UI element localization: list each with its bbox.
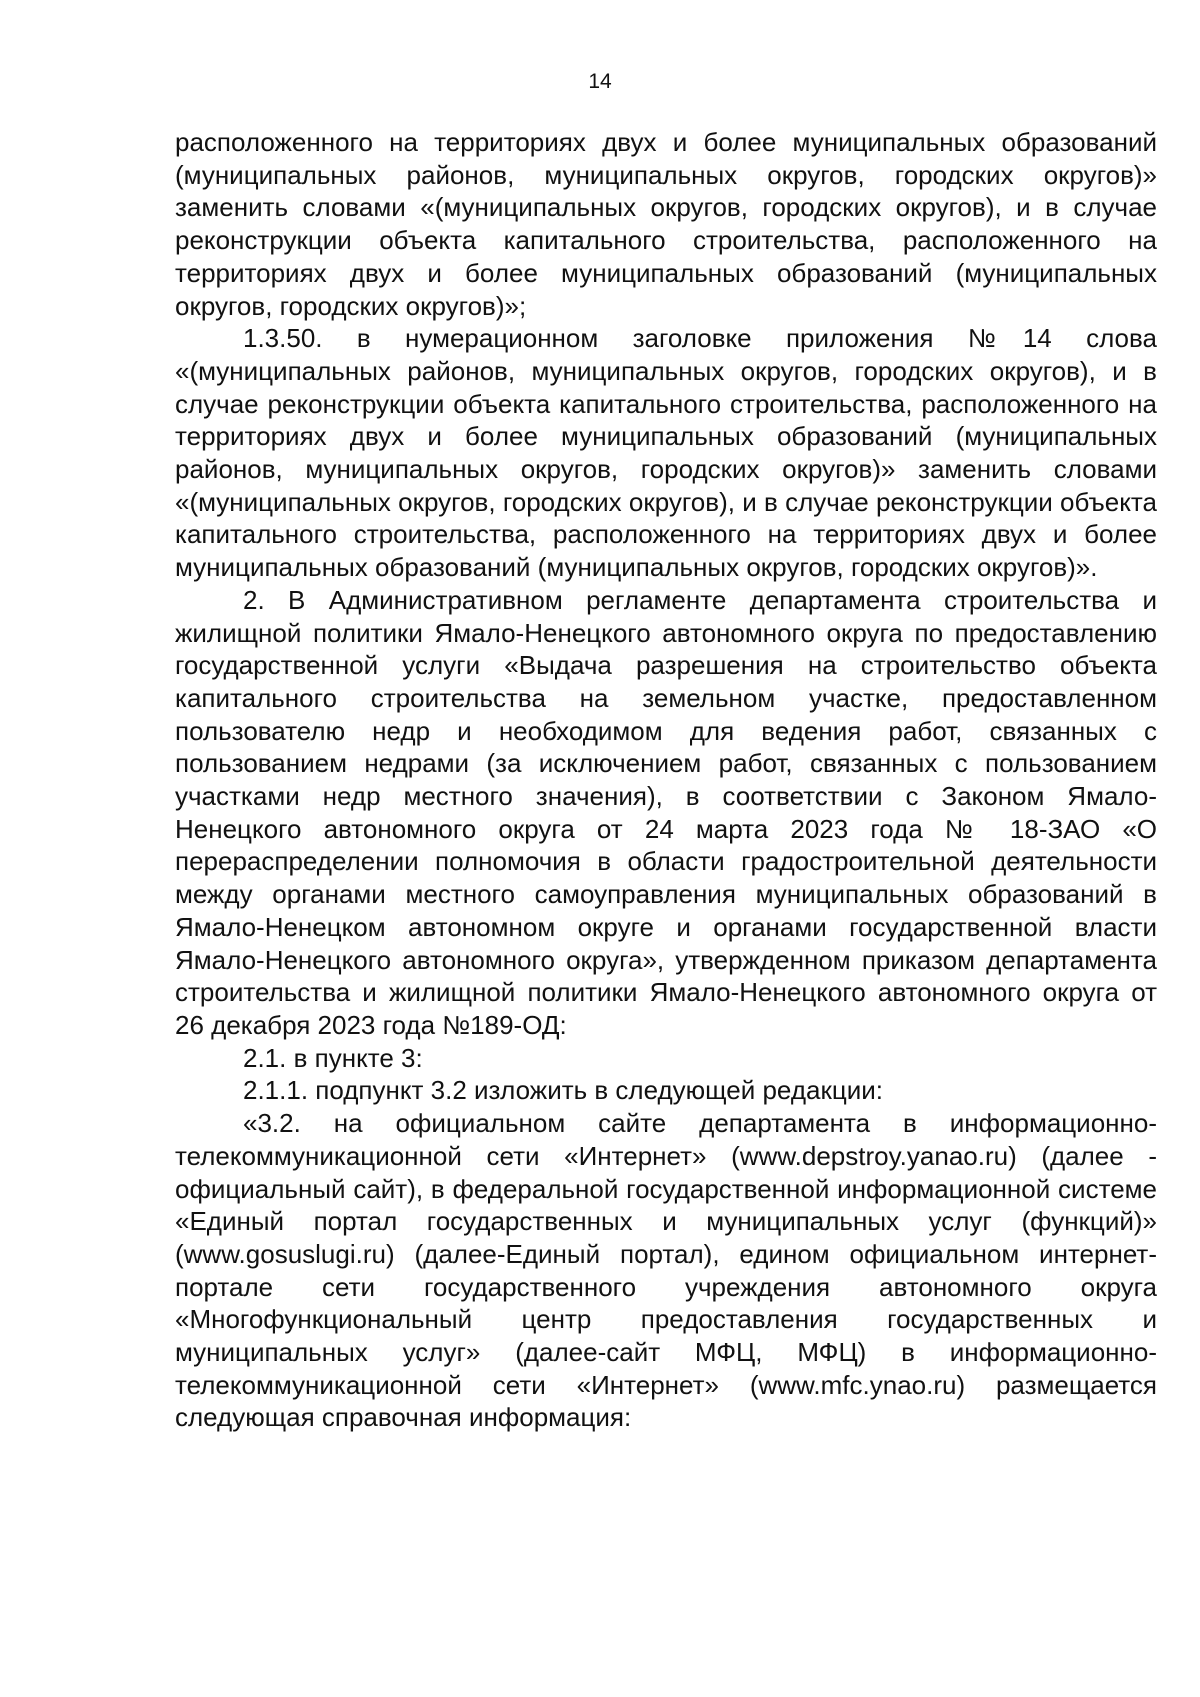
page-number: 14 <box>588 70 612 93</box>
paragraph-3-2: «3.2. на официальном сайте департамента в информационно-телекоммуникационной сети «Интернет» (www.depstroy.yanao.ru) (далее - официальный сайт), в федеральной государственной информационной системе «Единый портал государственных и муниципальных услуг (функций)» (www.gosuslugi.ru) (далее-Единый портал), едином официальном интернет-портале сети государственного учреждения автономного округа «Многофункциональный центр предоставления государственных и муниципальных услуг» (далее-сайт МФЦ, МФЦ) в информационно-телекоммуникационной сети «Интернет» (www.mfc.ynao.ru) размещается следующая справочная информация: <box>175 1108 1157 1433</box>
paragraph-2: 2. В Административном регламенте департамента строительства и жилищной политики Ямало-Ненецкого автономного округа по предоставлению государственной услуги «Выдача разрешения на строительство объекта капитального строительства на земельном участке, предоставленном пользователю недр и необходимом для ведения работ, связанных с пользованием недрами (за исключением работ, связанных с пользованием участками недр местного значения), в соответствии с Законом Ямало-Ненецкого автономного округа от 24 марта 2023 года № 18-ЗАО «О перераспределении полномочия в области градостроительной деятельности между органами местного самоуправления муниципальных образований в Ямало-Ненецком автономном округе и органами государственной власти Ямало-Ненецкого автономного округа», утвержденном приказом департамента строительства и жилищной политики Ямало-Ненецкого автономного округа от 26 декабря 2023 года №189-ОД: <box>175 584 1157 1040</box>
paragraph-2-1: 2.1. в пункте 3: <box>243 1042 423 1073</box>
document-body <box>175 126 1157 1434</box>
paragraph-continuation: расположенного на территориях двух и более муниципальных образований (муниципальных районов, муниципальных округов, городских округов)» заменить словами «(муниципальных округов, городских округов), и в случае реконструкции объекта капитального строительства, расположенного на территориях двух и более муниципальных образований (муниципальных округов, городских округов)»; <box>175 127 1157 321</box>
paragraph-1-3-50: 1.3.50. в нумерационном заголовке приложения №14 слова «(муниципальных районов, муниципальных округов, городских округов), и в случае реконструкции объекта капитального строительства, расположенного на территориях двух и более муниципальных образований (муниципальных районов, муниципальных округов, городских округов)» заменить словами «(муниципальных округов, городских округов), и в случае реконструкции объекта капитального строительства, расположенного на территориях двух и более муниципальных образований (муниципальных округов, городских округов)». <box>175 323 1157 583</box>
paragraph-2-1-1: 2.1.1. подпункт 3.2 изложить в следующей редакции: <box>243 1075 883 1106</box>
